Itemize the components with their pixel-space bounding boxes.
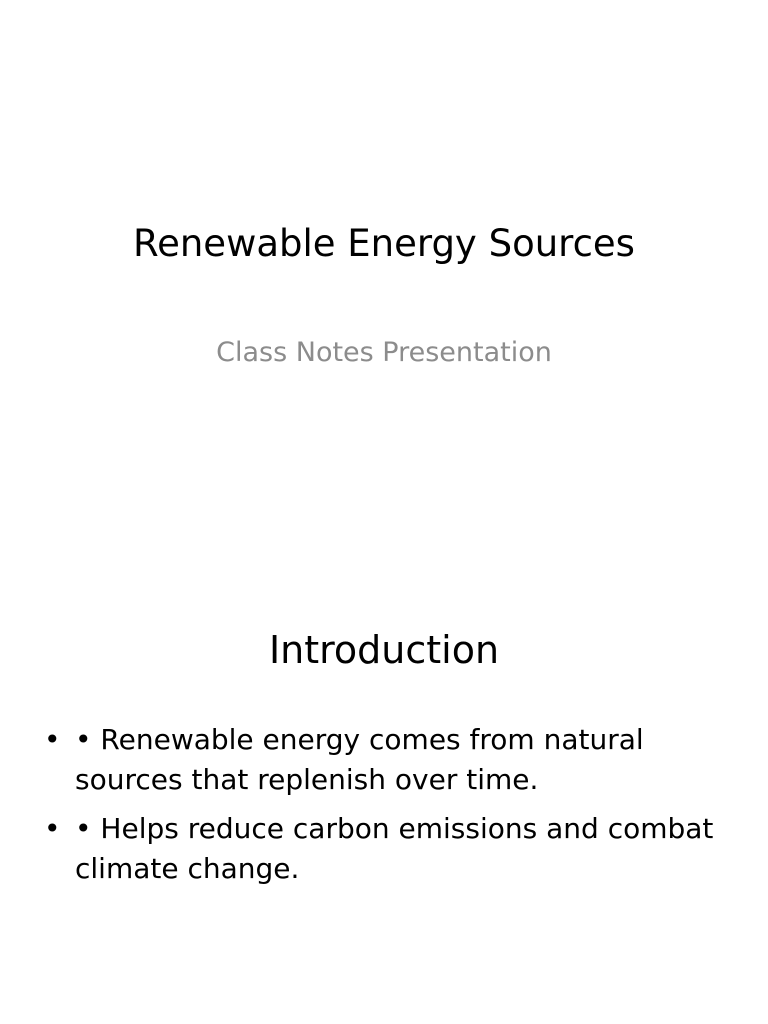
bullet-icon: •: [44, 723, 61, 756]
list-item: [44, 720, 724, 800]
bullet-list: [44, 720, 724, 898]
slide-title: Renewable Energy Sources: [133, 222, 635, 265]
bullet-text: • Renewable energy comes from natural sources that replenish over time.: [75, 723, 644, 796]
bullet-icon: •: [44, 812, 61, 845]
list-item: [44, 809, 724, 889]
bullet-text: • Helps reduce carbon emissions and combat climate change.: [75, 812, 714, 885]
slide-title: Introduction: [268, 628, 500, 672]
slide-subtitle: Class Notes Presentation: [216, 337, 552, 368]
introduction-slide: [0, 576, 768, 1024]
